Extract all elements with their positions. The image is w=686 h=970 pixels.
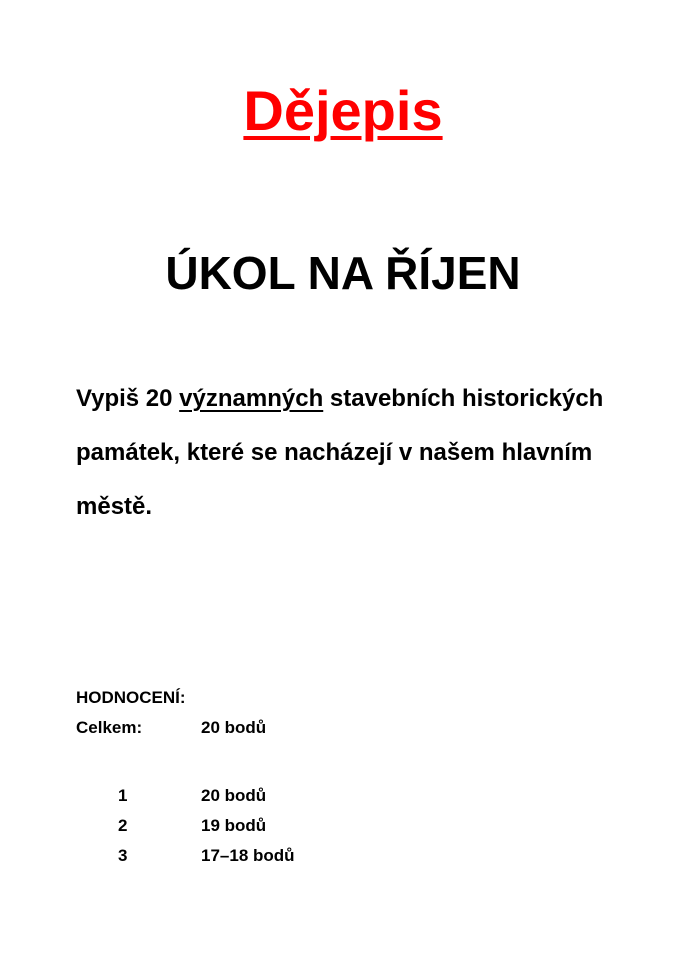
grade-points: 17–18 bodů bbox=[201, 846, 295, 865]
grading-total-value: 20 bodů bbox=[201, 718, 267, 737]
grade-number: 1 bbox=[118, 786, 128, 805]
grade-points: 19 bodů bbox=[201, 816, 267, 835]
instruction-text-end: stavebních historických památek, které se nacházejí v našem hlavním městě. bbox=[76, 385, 604, 520]
grade-number: 2 bbox=[118, 816, 128, 835]
instruction-text-start: Vypiš 20 bbox=[76, 385, 180, 412]
task-instruction bbox=[76, 372, 636, 534]
task-title: ÚKOL NA ŘÍJEN bbox=[165, 247, 521, 299]
instruction-emphasis: významných bbox=[179, 385, 324, 412]
grade-number: 3 bbox=[118, 846, 128, 865]
grading-total-label: Celkem: bbox=[76, 718, 143, 737]
grade-points: 20 bodů bbox=[201, 786, 267, 805]
subject-title: Dějepis bbox=[243, 79, 443, 142]
grading-heading: HODNOCENÍ: bbox=[76, 688, 186, 707]
